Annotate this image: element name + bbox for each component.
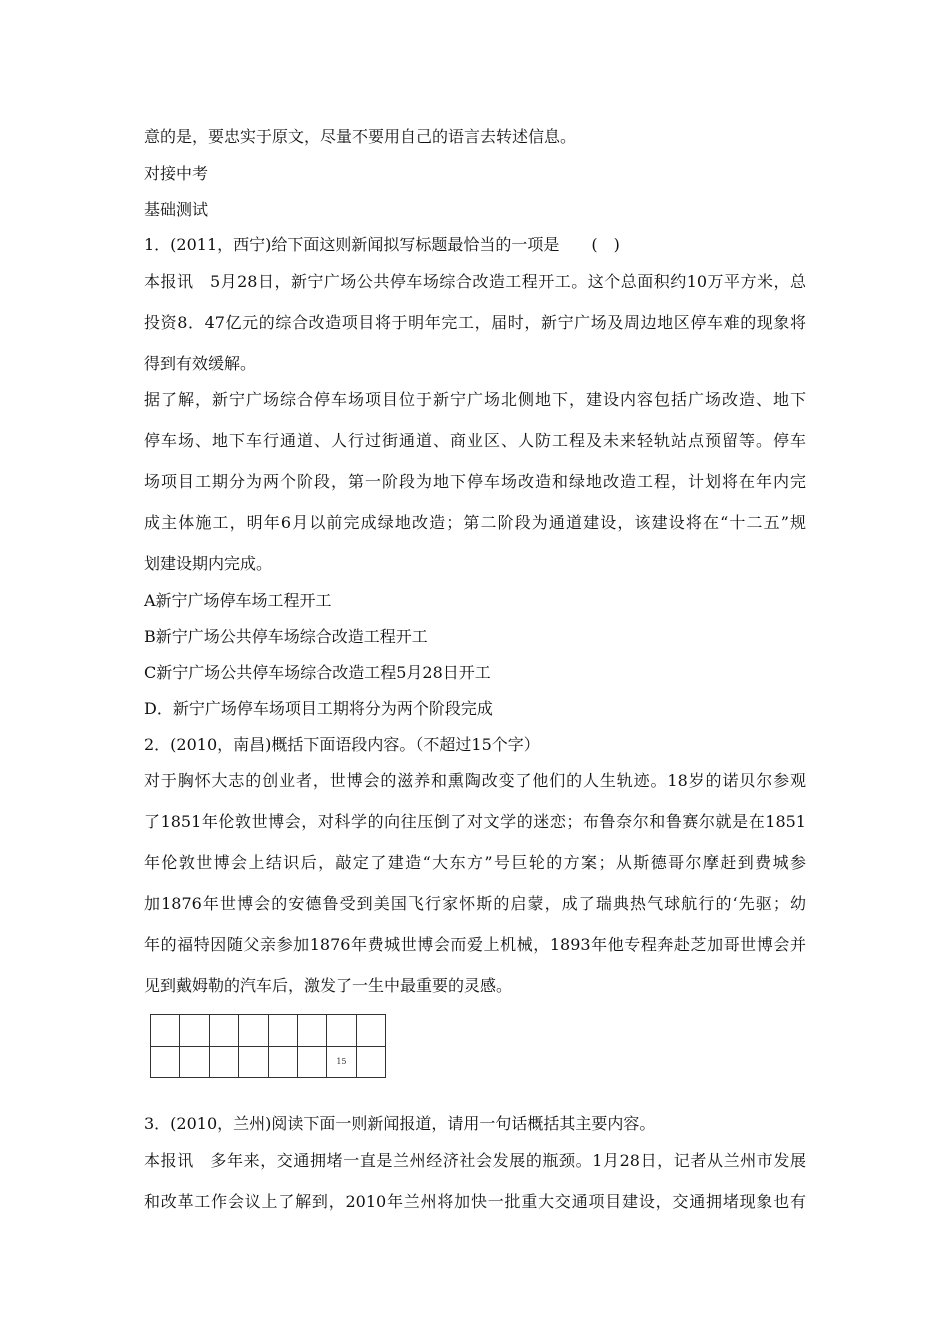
question-1-passage-line: 本报讯 5月28日，新宁广场公共停车场综合改造工程开工。这个总面积约10万平方米，总: [144, 272, 806, 291]
question-2-passage-line: 年的福特因随父亲参加1876年费城世博会而爱上机械，1893年他专程奔赴芝加哥世博会并: [144, 935, 806, 954]
answer-cell[interactable]: [356, 1015, 385, 1047]
question-1-stem: 1．(2011，西宁)给下面这则新闻拟写标题最恰当的一项是 ( ): [144, 235, 620, 254]
question-1-passage-line: 得到有效缓解。: [144, 354, 257, 373]
answer-cell[interactable]: [297, 1015, 326, 1047]
subsection-title: 基础测试: [144, 200, 209, 219]
grid-count-mark: 15: [336, 1057, 347, 1067]
question-1-passage-line: 划建设期内完成。: [144, 554, 273, 573]
answer-cell[interactable]: [180, 1046, 209, 1078]
question-2-passage-line: 对于胸怀大志的创业者，世博会的滋养和熏陶改变了他们的人生轨迹。18岁的诺贝尔参观: [144, 771, 806, 790]
question-1-passage-line: 据了解，新宁广场综合停车场项目位于新宁广场北侧地下，建设内容包括广场改造、地下: [144, 390, 806, 409]
answer-cell[interactable]: [209, 1046, 238, 1078]
answer-cell[interactable]: [151, 1046, 180, 1078]
intro-line: 意的是，要忠实于原文，尽量不要用自己的语言去转述信息。: [144, 127, 577, 146]
section-title: 对接中考: [144, 164, 209, 183]
question-2-passage-line: 了1851年伦敦世博会，对科学的向往压倒了对文学的迷恋；布鲁奈尔和鲁赛尔就是在1851: [144, 812, 806, 831]
question-2-passage-line: 见到戴姆勒的汽车后，激发了一生中最重要的灵感。: [144, 976, 513, 995]
question-1-passage-line: 场项目工期分为两个阶段，第一阶段为地下停车场改造和绿地改造工程，计划将在年内完: [144, 472, 806, 491]
answer-cell[interactable]: [239, 1046, 268, 1078]
question-2-stem: 2．(2010，南昌)概括下面语段内容。（不超过15个字）: [144, 735, 540, 754]
question-1-option-c: C新宁广场公共停车场综合改造工程5月28日开工: [144, 663, 491, 682]
answer-cell[interactable]: [209, 1015, 238, 1047]
answer-cell[interactable]: [297, 1046, 326, 1078]
answer-cell[interactable]: [327, 1015, 356, 1047]
question-1-option-a: A新宁广场停车场工程开工: [144, 591, 332, 610]
question-1-passage-line: 停车场、地下车行通道、人行过街通道、商业区、人防工程及未来轻轨站点预留等。停车: [144, 431, 806, 450]
question-3-passage-line: 和改革工作会议上了解到，2010年兰州将加快一批重大交通项目建设，交通拥堵现象也有: [144, 1192, 806, 1211]
question-2-passage-line: 加1876年世博会的安德鲁受到美国飞行家怀斯的启蒙，成了瑞典热气球航行的‘先驱；幼: [144, 894, 806, 913]
question-3-stem: 3．(2010，兰州)阅读下面一则新闻报道，请用一句话概括其主要内容。: [144, 1114, 656, 1133]
answer-cell[interactable]: [268, 1046, 297, 1078]
answer-cell[interactable]: [151, 1015, 180, 1047]
question-1-option-d: D．新宁广场停车场项目工期将分为两个阶段完成: [144, 699, 493, 718]
answer-cell[interactable]: [239, 1015, 268, 1047]
question-1-option-b: B新宁广场公共停车场综合改造工程开工: [144, 627, 428, 646]
question-1-passage-line: 成主体施工，明年6月以前完成绿地改造；第二阶段为通道建设，该建设将在“十二五”规: [144, 513, 806, 532]
answer-cell[interactable]: [268, 1015, 297, 1047]
answer-grid[interactable]: [150, 1014, 386, 1078]
answer-cell[interactable]: [180, 1015, 209, 1047]
answer-cell[interactable]: [356, 1046, 385, 1078]
question-3-passage-line: 本报讯 多年来，交通拥堵一直是兰州经济社会发展的瓶颈。1月28日，记者从兰州市发展: [144, 1151, 806, 1170]
question-2-passage-line: 年伦敦世博会上结识后，敲定了建造“大东方”号巨轮的方案；从斯德哥尔摩赶到费城参: [144, 853, 806, 872]
question-1-passage-line: 投资8．47亿元的综合改造项目将于明年完工，届时，新宁广场及周边地区停车难的现象将: [144, 313, 806, 332]
answer-cell-15[interactable]: [327, 1046, 356, 1078]
